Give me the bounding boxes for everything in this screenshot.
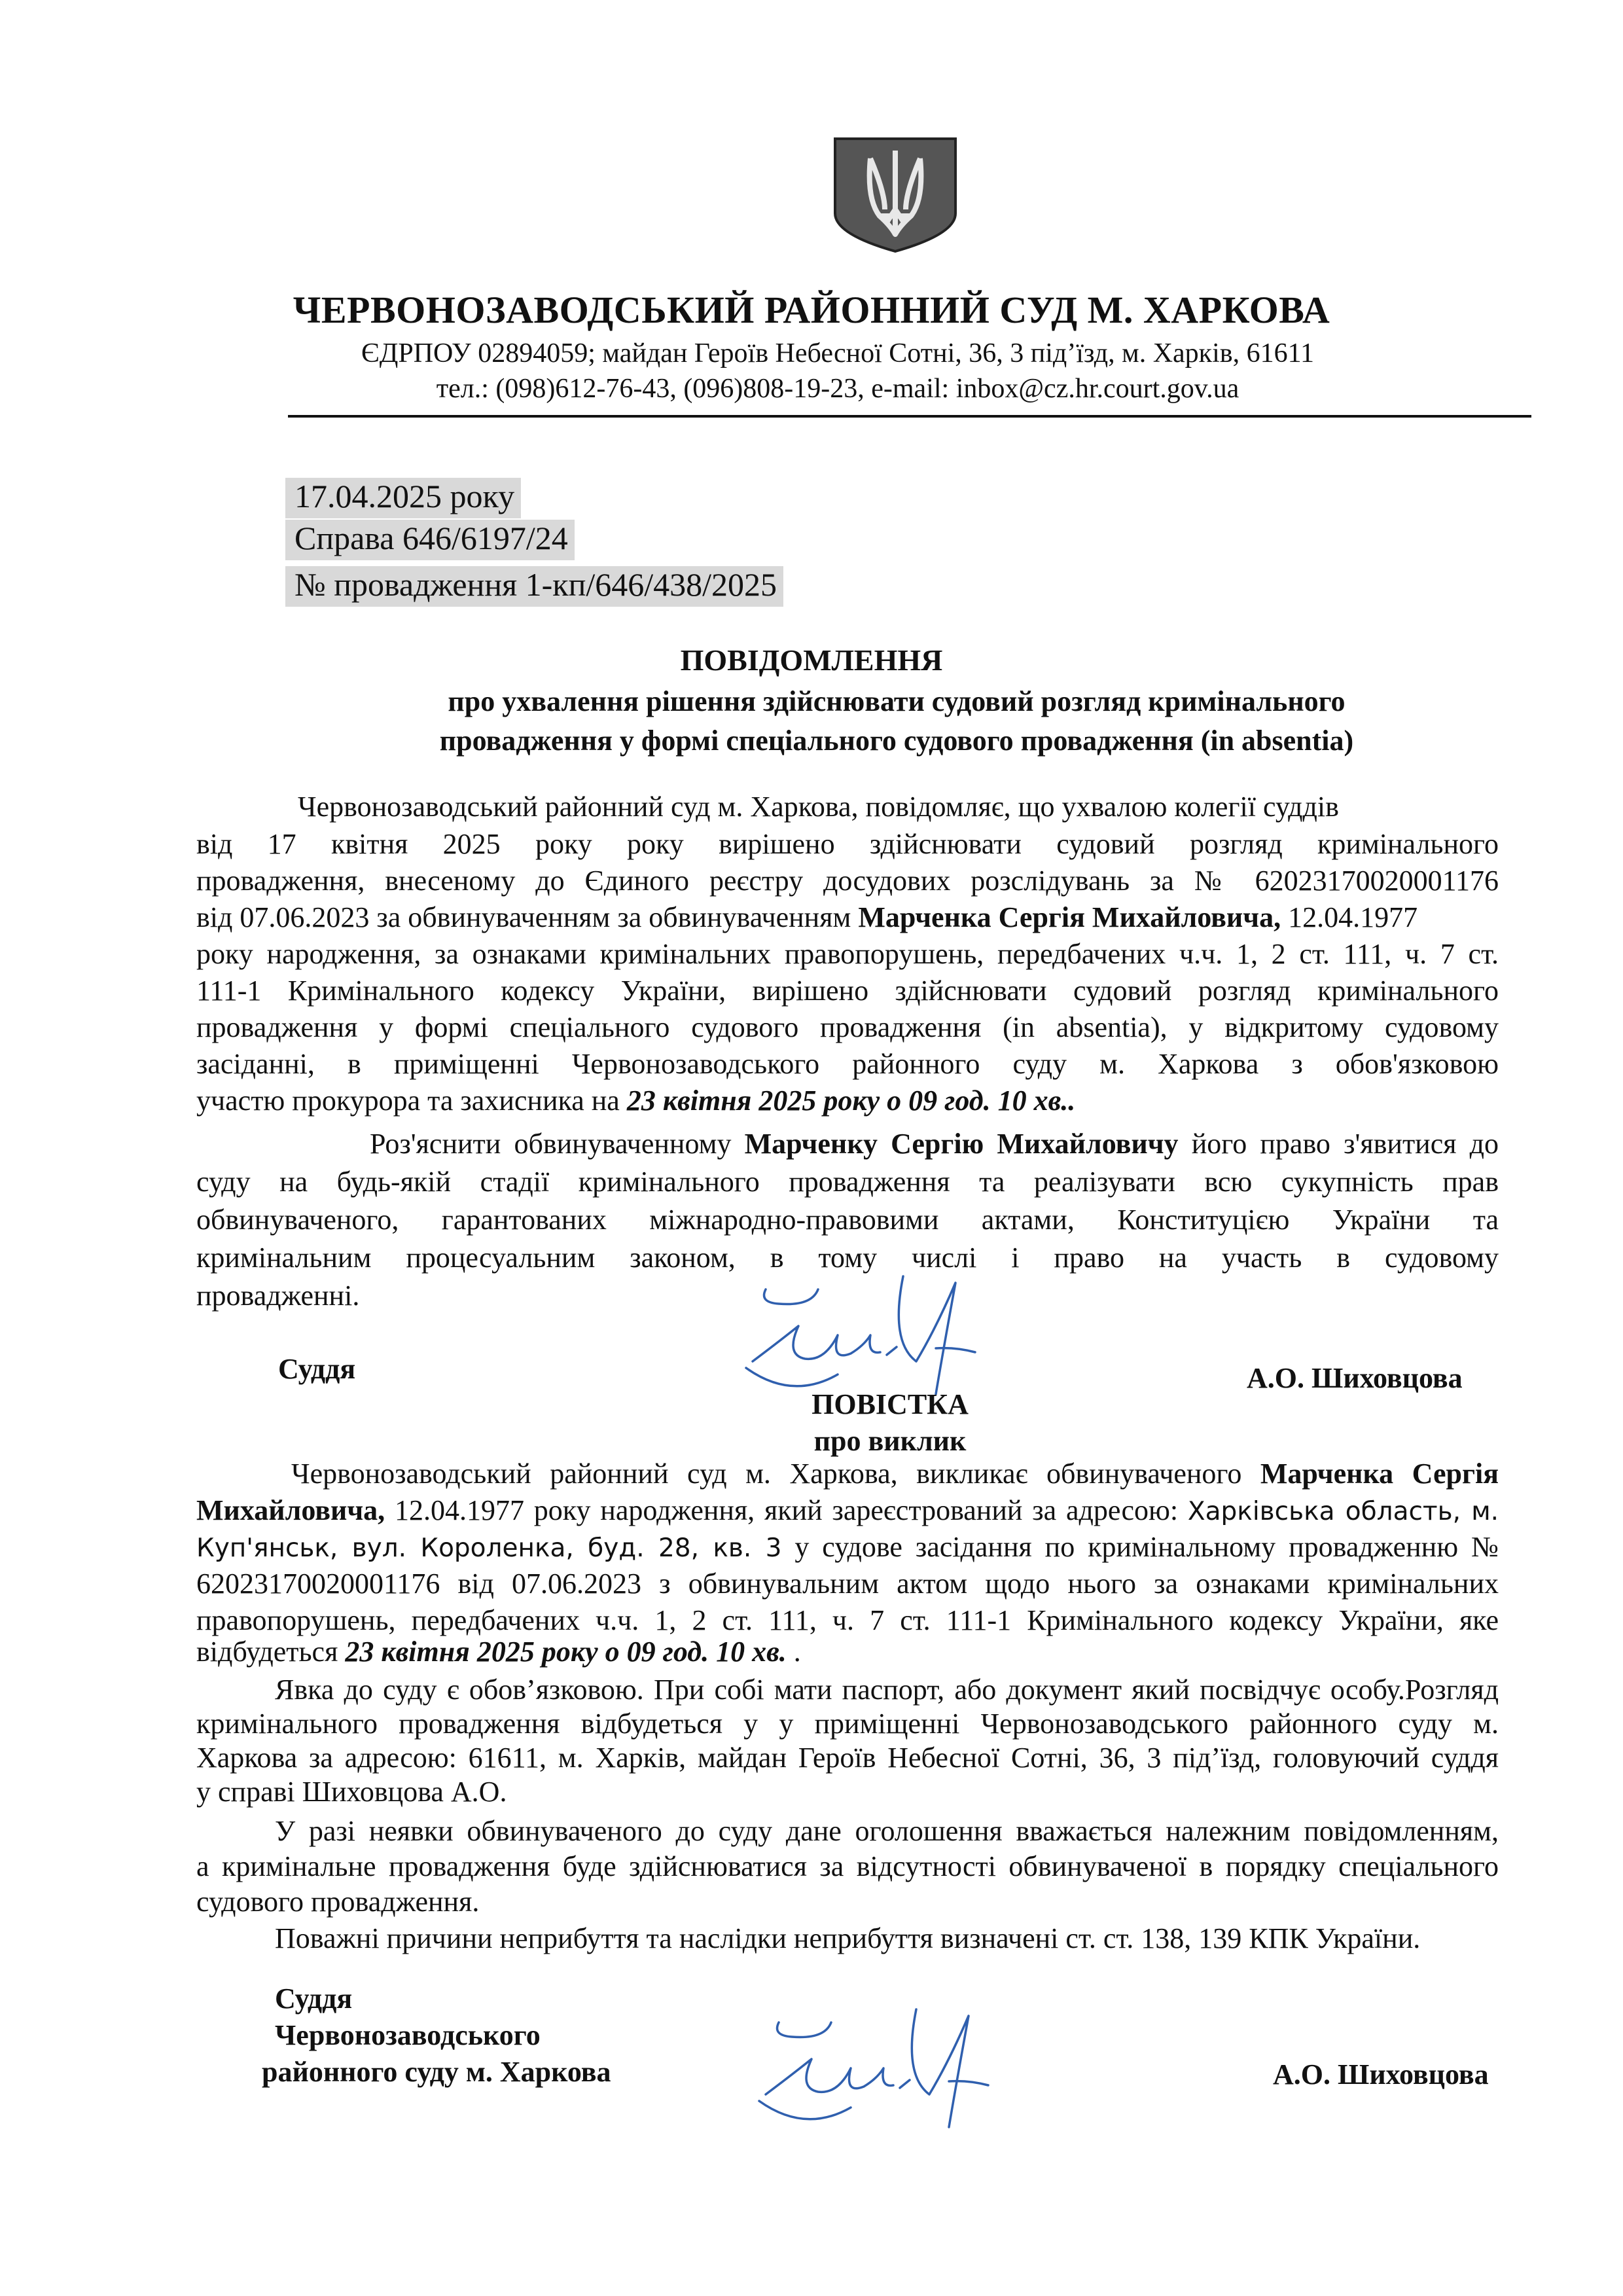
summons-p2-line: Явка до суду є обов’язковою. При собі мати паспорт, або документ який посвідчує особу.Розгляд [275, 1674, 1499, 1706]
summons-title: ПОВІСТКА [812, 1388, 969, 1420]
court-address: ЄДРПОУ 02894059; майдан Героїв Небесної Сотні, 36, 3 під’їзд, м. Харків, 61611 [361, 338, 1315, 368]
proceeding-number: № провадження 1-кп/646/438/2025 [285, 568, 783, 601]
hearing-date: 23 квітня 2025 року о 09 год. 10 хв. [345, 1636, 787, 1668]
court-contacts: тел.: (098)612-76-43, (096)808-19-23, e-mail: inbox@cz.hr.court.gov.ua [436, 374, 1240, 404]
notice-p1-line: року народження, за ознаками кримінальних правопорушень, передбачених ч.ч. 1, 2 ст. 111, ч. 7 ст. [196, 938, 1499, 970]
defendant-name: Марченка Сергія Михайловича, [858, 901, 1281, 933]
notice-signer-name: А.О. Шиховцова [1247, 1362, 1463, 1394]
coat-of-arms-icon [830, 136, 961, 254]
notice-p1-line: від 17 квітня 2025 року року вирішено здійснювати судовий розгляд кримінального [196, 828, 1499, 860]
court-name: ЧЕРВОНОЗАВОДСЬКИЙ РАЙОННИЙ СУД М. ХАРКОВА [293, 289, 1330, 331]
notice-p2-line: Роз'яснити обвинуваченному Марченку Сергію Михайловичу його право з'явитися до [370, 1128, 1499, 1160]
notice-p2-line: суду на будь-якій стадії кримінального провадження та реалізувати всю сукупність прав [196, 1166, 1499, 1198]
notice-p1-line: від 07.06.2023 за обвинуваченням за обвинуваченням Марченка Сергія Михайловича, 12.04.1977 [196, 901, 1418, 933]
summons-p2-line: у справі Шиховцова А.О. [196, 1776, 507, 1808]
notice-p1-line: Червонозаводський районний суд м. Харкова, повідомляє, що ухвалою колегії суддів [298, 791, 1339, 823]
defendant-name: Михайловича, [196, 1494, 385, 1526]
summons-p3-line: а кримінальне провадження буде здійснюватися за відсутності обвинуваченої в порядку спеціального [196, 1850, 1499, 1882]
judge-signature-icon [753, 2003, 1001, 2160]
notice-p1-line: 111-1 Кримінального кодексу України, вирішено здійснювати судовий розгляд кримінального [196, 975, 1499, 1007]
notice-p1-line: провадження у формі спеціального судового провадження (in absentia), у відкритому судовому [196, 1011, 1499, 1043]
summons-p3-line: У разі неявки обвинуваченого до суду дане оголошення вважається належним повідомленням, [275, 1815, 1499, 1847]
summons-signer-label: Червонозаводського [275, 2019, 541, 2051]
hearing-date: 23 квітня 2025 року о 09 год. 10 хв.. [626, 1085, 1076, 1117]
defendant-address: Куп'янськ, вул. Короленка, буд. 28, кв. 3 [196, 1534, 782, 1563]
letter-date: 17.04.2025 року [285, 480, 521, 512]
summons-signer-label: районного суду м. Харкова [262, 2056, 611, 2088]
summons-p1-line: Червонозаводський районний суд м. Харкова, викликає обвинуваченого Марченка Сергія [291, 1458, 1499, 1490]
notice-subtitle-2: провадження у формі спеціального судового провадження (in absentia) [439, 725, 1354, 757]
summons-p2-line: Харкова за адресою: 61611, м. Харків, майдан Героїв Небесної Сотні, 36, 3 під’їзд, головуючий суддя [196, 1742, 1499, 1774]
summons-p1-line: Михайловича, 12.04.1977 року народження, який зареєстрований за адресою: Харківська область, м. [196, 1494, 1499, 1526]
summons-subtitle: про виклик [813, 1425, 967, 1457]
summons-p3-line: судового провадження. [196, 1886, 480, 1918]
defendant-address: Харківська область, м. [1187, 1497, 1499, 1526]
defendant-name: Марченка Сергія [1260, 1458, 1499, 1490]
notice-p2-line: кримінальним процесуальним законом, в тому числі і право на участь в судовому [196, 1242, 1499, 1274]
notice-p2-line: обвинуваченого, гарантованих міжнародно-правовими актами, Конституцією України та [196, 1204, 1499, 1236]
summons-signer-name: А.О. Шиховцова [1273, 2058, 1489, 2090]
notice-title: ПОВІДОМЛЕННЯ [680, 643, 943, 677]
summons-p1-line: 62023170020001176 від 07.06.2023 з обвинувальним актом щодо нього за ознаками кримінальних [196, 1568, 1499, 1600]
summons-signer-label: Суддя [275, 1982, 353, 2015]
summons-p4-line: Поважні причини неприбуття та наслідки неприбуття визначені ст. ст. 138, 139 КПК України. [275, 1922, 1421, 1954]
summons-p1-line: правопорушень, передбачених ч.ч. 1, 2 ст. 111, ч. 7 ст. 111-1 Кримінального кодексу України, яке [196, 1604, 1499, 1636]
notice-p1-line: засіданні, в приміщенні Червонозаводського районного суду м. Харкова з обов'язковою [196, 1048, 1499, 1080]
notice-p1-line: участю прокурора та захисника на 23 квітня 2025 року о 09 год. 10 хв.. [196, 1085, 1076, 1117]
defendant-name: Марченку Сергію Михайловичу [744, 1128, 1179, 1160]
notice-subtitle-1: про ухвалення рішення здійснювати судовий розгляд кримінального [448, 685, 1346, 717]
summons-p1-line: відбудеться 23 квітня 2025 року о 09 год. 10 хв. . [196, 1636, 801, 1668]
case-number: Справа 646/6197/24 [285, 522, 575, 554]
header-divider [288, 415, 1531, 418]
notice-p1-line: провадження, внесеному до Єдиного реєстру досудових розслідувань за № 62023170020001176 [196, 865, 1499, 897]
notice-signer-label: Суддя [278, 1353, 356, 1385]
summons-p2-line: кримінального провадження відбудеться у у приміщенні Червонозаводського районного суду м. [196, 1708, 1499, 1740]
notice-p2-line: провадженні. [196, 1280, 360, 1312]
summons-p1-line: Куп'янськ, вул. Короленка, буд. 28, кв. 3 у судове засідання по кримінальному провадженню № [196, 1531, 1499, 1563]
